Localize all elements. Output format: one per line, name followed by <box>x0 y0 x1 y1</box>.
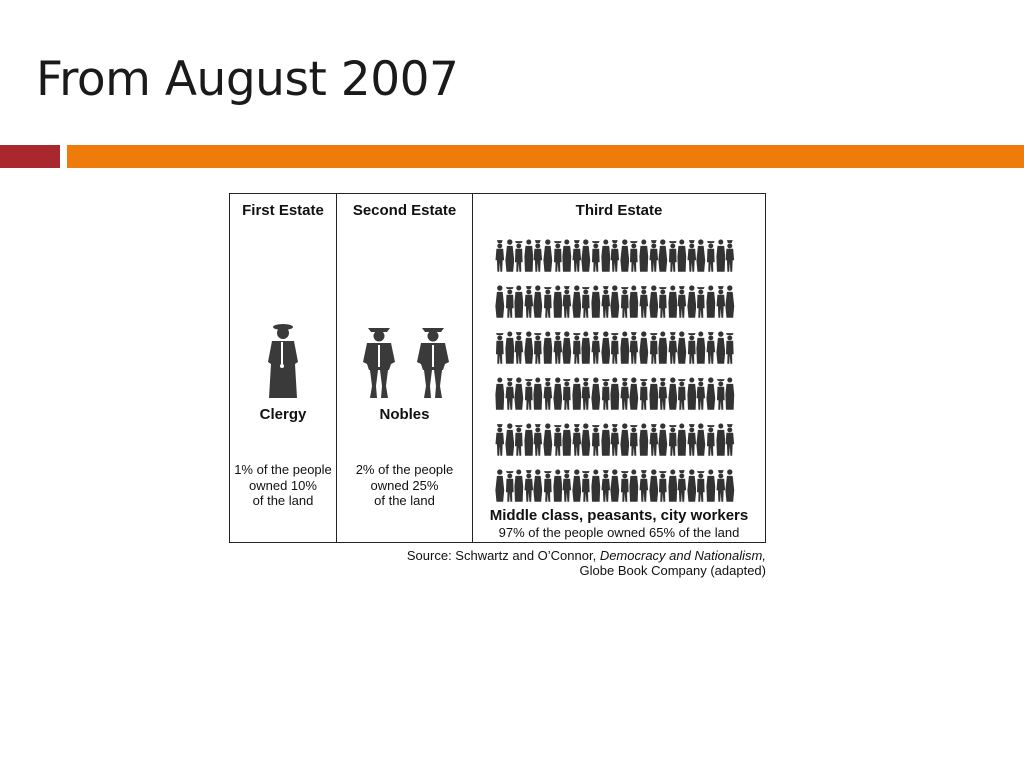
person-icon <box>495 421 505 457</box>
person-icon <box>620 283 630 319</box>
person-icon <box>696 467 706 503</box>
person-icon <box>677 237 687 273</box>
person-icon <box>524 421 534 457</box>
person-icon <box>639 421 649 457</box>
person-icon <box>543 283 553 319</box>
crowd-row <box>495 411 735 457</box>
person-icon <box>639 283 649 319</box>
accent-bar-orange <box>67 145 1024 168</box>
person-icon <box>610 329 620 365</box>
person-icon <box>620 467 630 503</box>
person-icon <box>533 467 543 503</box>
person-icon <box>562 283 572 319</box>
person-icon <box>706 329 716 365</box>
person-icon <box>649 237 659 273</box>
person-icon <box>706 375 716 411</box>
clergy-icon <box>264 322 302 398</box>
person-icon <box>505 283 515 319</box>
person-icon <box>591 237 601 273</box>
person-icon <box>668 237 678 273</box>
person-icon <box>562 421 572 457</box>
person-icon <box>572 329 582 365</box>
person-icon <box>658 329 668 365</box>
person-icon <box>562 329 572 365</box>
noble-icon <box>361 324 397 398</box>
person-icon <box>639 375 649 411</box>
person-icon <box>649 329 659 365</box>
accent-bar-red <box>0 145 60 168</box>
person-icon <box>610 237 620 273</box>
person-icon <box>591 329 601 365</box>
source-prefix: Source: Schwartz and O’Connor, <box>406 548 600 563</box>
person-icon <box>716 237 726 273</box>
person-icon <box>572 237 582 273</box>
second-estate-desc-line: of the land <box>374 493 435 508</box>
person-icon <box>543 237 553 273</box>
source-citation <box>407 548 766 578</box>
first-estate-heading: First Estate <box>242 202 324 219</box>
person-icon <box>591 375 601 411</box>
person-icon <box>725 375 735 411</box>
third-estate-label: Middle class, peasants, city workers <box>489 507 749 524</box>
person-icon <box>553 375 563 411</box>
person-icon <box>514 421 524 457</box>
person-icon <box>696 375 706 411</box>
person-icon <box>581 467 591 503</box>
crowd-of-people-icon <box>495 227 735 503</box>
person-icon <box>514 375 524 411</box>
person-icon <box>543 467 553 503</box>
first-estate-description <box>230 462 336 509</box>
first-estate-desc-line: owned 10% <box>249 477 317 493</box>
person-icon <box>706 237 716 273</box>
person-icon <box>553 421 563 457</box>
crowd-row <box>495 365 735 411</box>
person-icon <box>658 237 668 273</box>
person-icon <box>553 329 563 365</box>
person-icon <box>658 467 668 503</box>
third-estate-description: 97% of the people owned 65% of the land <box>498 525 740 540</box>
person-icon <box>495 329 505 365</box>
person-icon <box>601 283 611 319</box>
person-icon <box>581 283 591 319</box>
person-icon <box>533 421 543 457</box>
second-estate-heading: Second Estate <box>352 202 457 219</box>
person-icon <box>572 283 582 319</box>
person-icon <box>533 237 543 273</box>
person-icon <box>668 283 678 319</box>
person-icon <box>716 329 726 365</box>
person-icon <box>514 329 524 365</box>
crowd-row <box>495 273 735 319</box>
person-icon <box>677 467 687 503</box>
person-icon <box>696 329 706 365</box>
person-icon <box>668 421 678 457</box>
person-icon <box>687 329 697 365</box>
person-icon <box>639 237 649 273</box>
person-icon <box>514 237 524 273</box>
person-icon <box>629 375 639 411</box>
second-estate-column <box>337 194 473 542</box>
person-icon <box>677 375 687 411</box>
person-icon <box>524 467 534 503</box>
person-icon <box>677 283 687 319</box>
person-icon <box>696 421 706 457</box>
person-icon <box>524 237 534 273</box>
third-estate-heading: Third Estate <box>575 202 663 219</box>
person-icon <box>649 283 659 319</box>
person-icon <box>581 375 591 411</box>
person-icon <box>601 421 611 457</box>
person-icon <box>581 329 591 365</box>
second-estate-desc-line: owned 25% <box>370 477 439 493</box>
person-icon <box>524 375 534 411</box>
person-icon <box>562 375 572 411</box>
person-icon <box>543 421 553 457</box>
person-icon <box>620 329 630 365</box>
person-icon <box>505 375 515 411</box>
person-icon <box>495 467 505 503</box>
person-icon <box>687 375 697 411</box>
person-icon <box>524 283 534 319</box>
estates-figure <box>229 193 766 543</box>
third-estate-column <box>473 194 765 542</box>
person-icon <box>716 467 726 503</box>
person-icon <box>658 375 668 411</box>
person-icon <box>725 237 735 273</box>
first-estate-desc-line: of the land <box>252 493 314 508</box>
person-icon <box>658 421 668 457</box>
person-icon <box>725 467 735 503</box>
person-icon <box>620 237 630 273</box>
person-icon <box>620 375 630 411</box>
person-icon <box>629 283 639 319</box>
person-icon <box>495 283 505 319</box>
person-icon <box>505 237 515 273</box>
person-icon <box>553 467 563 503</box>
person-icon <box>610 421 620 457</box>
nobles-label: Nobles <box>379 406 430 423</box>
person-icon <box>562 237 572 273</box>
person-icon <box>505 421 515 457</box>
person-icon <box>687 467 697 503</box>
person-icon <box>524 329 534 365</box>
person-icon <box>649 421 659 457</box>
person-icon <box>543 375 553 411</box>
person-icon <box>562 467 572 503</box>
person-icon <box>620 421 630 457</box>
person-icon <box>533 283 543 319</box>
person-icon <box>668 375 678 411</box>
person-icon <box>553 237 563 273</box>
source-book-title: Democracy and Nationalism, <box>599 548 766 563</box>
clergy-label: Clergy <box>259 406 307 423</box>
person-icon <box>629 237 639 273</box>
person-icon <box>725 421 735 457</box>
person-icon <box>658 283 668 319</box>
person-icon <box>687 283 697 319</box>
crowd-row <box>495 319 735 365</box>
person-icon <box>629 329 639 365</box>
person-icon <box>610 283 620 319</box>
person-icon <box>716 283 726 319</box>
person-icon <box>591 467 601 503</box>
first-estate-desc-line: 1% of the people <box>234 462 332 477</box>
crowd-row <box>495 227 735 273</box>
person-icon <box>668 467 678 503</box>
person-icon <box>725 329 735 365</box>
person-icon <box>706 283 716 319</box>
person-icon <box>677 421 687 457</box>
crowd-row <box>495 457 735 503</box>
person-icon <box>687 421 697 457</box>
person-icon <box>514 467 524 503</box>
second-estate-description <box>337 462 472 509</box>
person-icon <box>553 283 563 319</box>
person-icon <box>639 329 649 365</box>
person-icon <box>725 283 735 319</box>
noble-icon <box>415 324 451 398</box>
person-icon <box>629 421 639 457</box>
person-icon <box>696 237 706 273</box>
person-icon <box>601 467 611 503</box>
person-icon <box>601 237 611 273</box>
person-icon <box>696 283 706 319</box>
person-icon <box>591 283 601 319</box>
person-icon <box>495 375 505 411</box>
person-icon <box>668 329 678 365</box>
person-icon <box>706 421 716 457</box>
person-icon <box>716 421 726 457</box>
person-icon <box>677 329 687 365</box>
person-icon <box>591 421 601 457</box>
person-icon <box>495 237 505 273</box>
person-icon <box>505 467 515 503</box>
source-line-1 <box>407 548 766 563</box>
person-icon <box>533 375 543 411</box>
source-line-2: Globe Book Company (adapted) <box>579 563 766 578</box>
person-icon <box>610 467 620 503</box>
second-estate-desc-line: 2% of the people <box>355 462 454 477</box>
person-icon <box>505 329 515 365</box>
first-estate-column <box>230 194 337 542</box>
person-icon <box>581 237 591 273</box>
person-icon <box>649 467 659 503</box>
person-icon <box>533 329 543 365</box>
person-icon <box>687 237 697 273</box>
person-icon <box>572 467 582 503</box>
person-icon <box>601 375 611 411</box>
person-icon <box>649 375 659 411</box>
person-icon <box>572 375 582 411</box>
person-icon <box>610 375 620 411</box>
person-icon <box>543 329 553 365</box>
person-icon <box>706 467 716 503</box>
person-icon <box>601 329 611 365</box>
person-icon <box>629 467 639 503</box>
slide-title: From August 2007 <box>36 52 459 107</box>
person-icon <box>514 283 524 319</box>
person-icon <box>639 467 649 503</box>
person-icon <box>716 375 726 411</box>
person-icon <box>572 421 582 457</box>
person-icon <box>581 421 591 457</box>
